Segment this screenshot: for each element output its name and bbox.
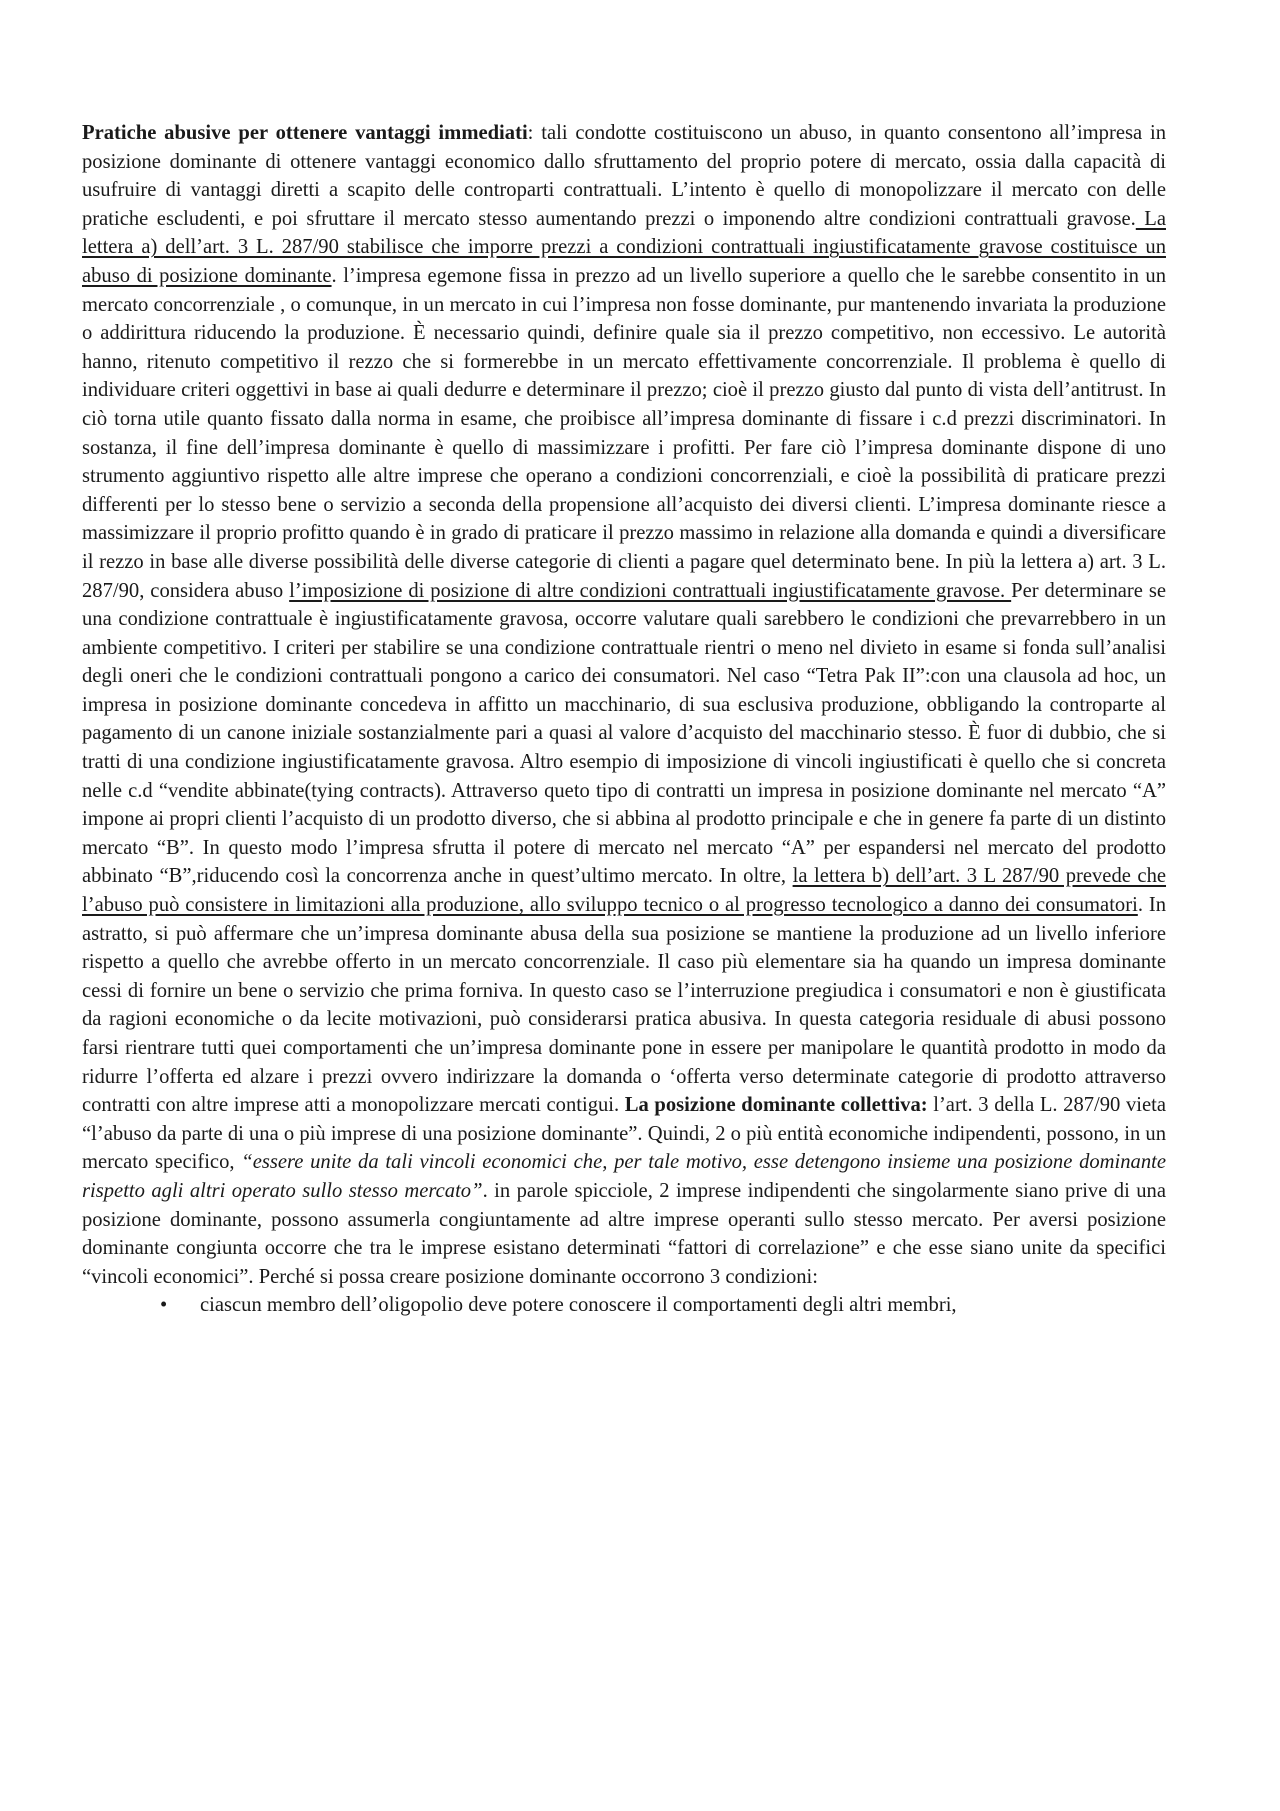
- list-item-text: ciascun membro dell’oligopolio deve potere conoscere il comportamenti degli altri membri,: [200, 1294, 957, 1317]
- body-text: . In astratto, si può affermare che un’impresa dominante abusa della sua posizione se mantiene la produzione ad un livello inferiore rispetto a quello che avrebbe offerto in un mercato concorrenziale. Il caso più elementare sia ha quando un impresa dominante cessi di fornire un bene o servizio che prima forniva. In questo caso se l’interruzione pregiudica i consumatori e non è giustificata da ragioni economiche o da lecite motivazioni, può considerarsi pratica abusiva. In questa categoria residuale di abusi possono farsi rientrare tutti quei comportamenti che un’impresa dominante pone in essere per manipolare le quantità prodotto in modo da ridurre l’offerta ed alzare i prezzi ovvero indirizzare la domanda o ‘offerta verso determinate categorie di prodotto attraverso contratti con altre imprese atti a monopolizzare mercati contigui.: [82, 894, 1167, 1117]
- body-text: : tali condotte costituiscono un abuso, in quanto consentono all’impresa in posizione dominante di ottenere vantaggi economico dallo sfruttamento del proprio potere di mercato, ossia dalla capacità di usufruire di vantaggi diretti a scapito delle controparti contrattuali. L’intento è quello di monopolizzare il mercato con delle pratiche escludenti, e poi sfruttare il mercato stesso aumentando prezzi o imponendo altre condizioni contrattuali gravose.: [82, 122, 1166, 230]
- section-heading-collective-dominance: La posizione dominante collettiva:: [624, 1094, 928, 1117]
- body-text: Per determinare se una condizione contrattuale è ingiustificatamente gravosa, occorre valutare quali sarebbero le condizioni che prevarrebbero in un ambiente competitivo. I criteri per stabilire se una condizione contrattuale rientri o meno nel divieto in esame si fonda sull’analisi degli oneri che le condizioni contrattuali pongono a carico dei consumatori. Nel caso “Tetra Pak II”:con una clausola ad hoc, un impresa in posizione dominante concedeva in affitto un macchinario, di sua esclusiva produzione, obbligando la controparte al pagamento di un canone iniziale sostanzialmente pari a quasi al valore d’acquisto del macchinario stesso. È fuor di dubbio, che si tratti di una condizione ingiustificatamente gravosa. Altro esempio di imposizione di vincoli ingiustificati è quello che si concreta nelle c.d “vendite abbinate(tying contracts). Attraverso queto tipo di contratti un impresa in posizione dominante nel mercato “A” impone ai propri clienti l’acquisto di un prodotto diverso, che si abbina al prodotto principale e che in genere fa parte di un distinto mercato “B”. In questo modo l’impresa sfrutta il potere di mercato nel mercato “A” per espandersi nel mercato del prodotto abbinato “B”,riducendo così la concorrenza anche in quest’ultimo mercato. In oltre,: [82, 579, 1166, 888]
- italic-quote: “essere unite da tali vincoli economici che, per tale motivo, esse detengono insieme una posizione dominante rispetto agli altri operato sullo stesso mercato”: [82, 1151, 1167, 1202]
- document-body: [82, 119, 1166, 1320]
- underlined-passage: la lettera b) dell’art. 3 L 287/90 prevede che l’abuso può consistere in limitazioni alla produzione, allo sviluppo tecnico o al progresso tecnologico a danno dei consumatori: [82, 865, 1167, 917]
- underlined-passage: La lettera a) dell’art. 3 L. 287/90 stabilisce che imporre prezzi a condizioni contrattuali ingiustificatamente gravose costituisce un abuso di posizione dominante: [82, 207, 1166, 287]
- body-text: . l’impresa egemone fissa in prezzo ad un livello superiore a quello che le sarebbe consentito in un mercato concorrenziale , o comunque, in un mercato in cui l’impresa non fosse dominante, pur mantenendo invariata la produzione o addirittura riducendo la produzione. È necessario quindi, definire quale sia il prezzo competitivo, non eccessivo. Le autorità hanno, ritenuto competitivo il rezzo che si formerebbe in un mercato effettivamente concorrenziale. Il problema è quello di individuare criteri oggettivi in base ai quali dedurre e determinare il prezzo; cioè il prezzo giusto dal punto di vista dell’antitrust. In ciò torna utile quanto fissato dalla norma in esame, che proibisce all’impresa dominante di fissare i c.d prezzi discriminatori. In sostanza, il fine dell’impresa dominante è quello di massimizzare i profitti. Per fare ciò l’impresa dominante dispone di uno strumento aggiuntivo rispetto alle altre imprese che operano a condizioni concorrenziali, e cioè la possibilità di praticare prezzi differenti per lo stesso bene o servizio a seconda della propensione all’acquisto dei diversi clienti. L’impresa dominante riesce a massimizzare il proprio profitto quando è in grado di praticare il prezzo massimo in relazione alla domanda e quindi a diversificare il rezzo in base alle diverse possibilità delle diverse categorie di clienti a pagare quel determinato bene. In più la lettera a) art. 3 L. 287/90, considera abuso: [82, 264, 1166, 602]
- main-paragraph: [82, 119, 1166, 1291]
- underlined-passage: l’imposizione di posizione di altre condizioni contrattuali ingiustificatamente gravose.: [289, 579, 1012, 602]
- section-heading-abusive-practices: Pratiche abusive per ottenere vantaggi immediati: [82, 122, 528, 144]
- body-text: l’art. 3 della L. 287/90 vieta “l’abuso da parte di una o più imprese di una posizione dominante”. Quindi, 2 o più entità economiche indipendenti, possono, in un mercato specifico,: [82, 1094, 1166, 1174]
- body-text: . in parole spicciole, 2 imprese indipendenti che singolarmente siano prive di una posizione dominante, possono assumerla congiuntamente ad altre imprese operanti sullo stesso mercato. Per aversi posizione dominante congiunta occorre che tra le imprese esistano determinati “fattori di correlazione” e che esse siano unite da specifici “vincoli economici”. Perché si possa creare posizione dominante occorrono 3 condizioni:: [82, 1179, 1166, 1288]
- bullet-icon: •: [160, 1294, 168, 1317]
- conditions-list: [82, 1291, 1166, 1320]
- list-item: [82, 1291, 1166, 1320]
